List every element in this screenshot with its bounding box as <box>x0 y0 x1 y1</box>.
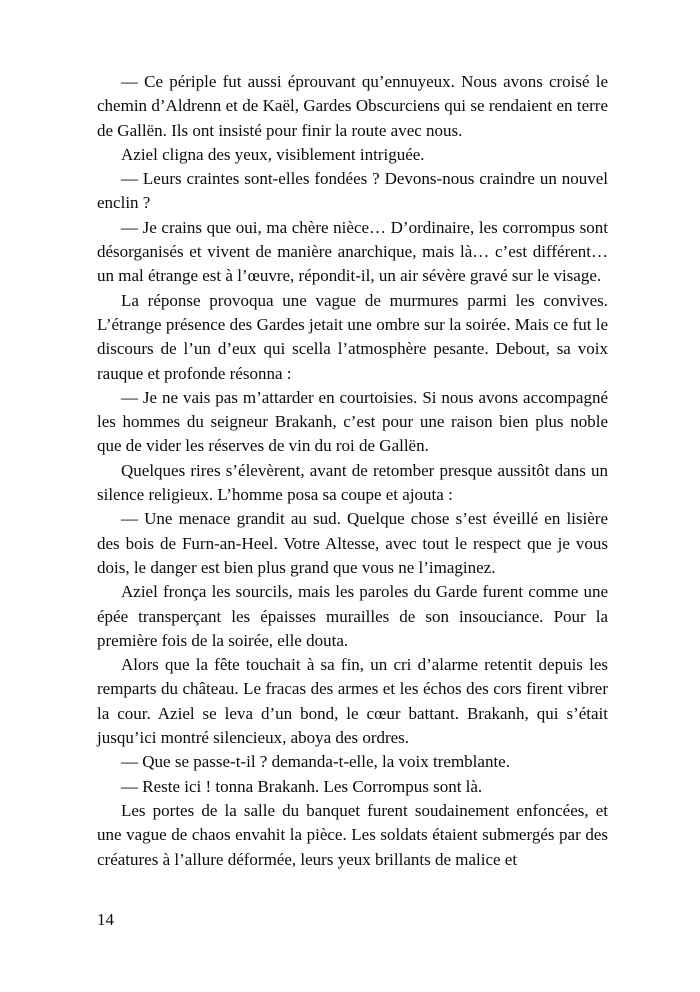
paragraph: — Leurs craintes sont-elles fondées ? Devons-nous craindre un nouvel enclin ? <box>97 169 608 213</box>
paragraph: — Une menace grandit au sud. Quelque chose s’est éveillé en lisière des bois de Furn-an-Heel. Votre Altesse, avec tout le respect que je vous dois, le danger est bien plus grand que vous ne l’imaginez. <box>97 509 608 577</box>
paragraph: Les portes de la salle du banquet furent soudainement enfoncées, et une vague de chaos envahit la pièce. Les soldats étaient submergés par des créatures à l’allure déformée, leurs yeux brillants de malice et <box>97 800 608 869</box>
paragraph: — Reste ici ! tonna Brakanh. Les Corrompus sont là. <box>121 776 483 796</box>
paragraph: — Ce périple fut aussi éprouvant qu’ennuyeux. Nous avons croisé le chemin d’Aldrenn et de Kaël, Gardes Obscurciens qui se rendaient en terre de Gallën. Ils ont insisté pour finir la route avec nous. <box>97 72 608 140</box>
paragraph: Alors que la fête touchait à sa fin, un cri d’alarme retentit depuis les remparts du château. Le fracas des armes et les échos des cors firent vibrer la cour. Aziel se leva d’un bond, le cœur battant. Brakanh, qui s’était jusqu’ici montré silencieux, aboya des ordres. <box>97 655 608 748</box>
page-number: 14 <box>97 910 114 929</box>
paragraph: — Je ne vais pas m’attarder en courtoisies. Si nous avons accompagné les hommes du seigneur Brakanh, c’est pour une raison bien plus noble que de vider les réserves de vin du roi de Gallën. <box>97 387 608 456</box>
paragraph: Quelques rires s’élevèrent, avant de retomber presque aussitôt dans un silence religieux. L’homme posa sa coupe et ajouta : <box>97 460 608 505</box>
paragraph: Aziel fronça les sourcils, mais les paroles du Garde furent comme une épée transperçant les épaisses murailles de son insouciance. Pour la première fois de la soirée, elle douta. <box>97 582 608 650</box>
paragraph: Aziel cligna des yeux, visiblement intriguée. <box>121 144 425 164</box>
paragraph: La réponse provoqua une vague de murmures parmi les convives. L’étrange présence des Gardes jetait une ombre sur la soirée. Mais ce fut le discours de l’un d’eux qui scella l’atmosphère pesante. Debout, sa voix rauque et profonde résonna : <box>97 290 608 383</box>
paragraph: — Que se passe-t-il ? demanda-t-elle, la voix tremblante. <box>121 752 510 772</box>
paragraph: — Je crains que oui, ma chère nièce… D’ordinaire, les corrompus sont désorganisés et vivent de manière anarchique, mais là… c’est différent… un mal étrange est à l’œuvre, répondit-il, un air sévère gravé sur le visage. <box>97 217 608 286</box>
page-text <box>97 70 608 872</box>
